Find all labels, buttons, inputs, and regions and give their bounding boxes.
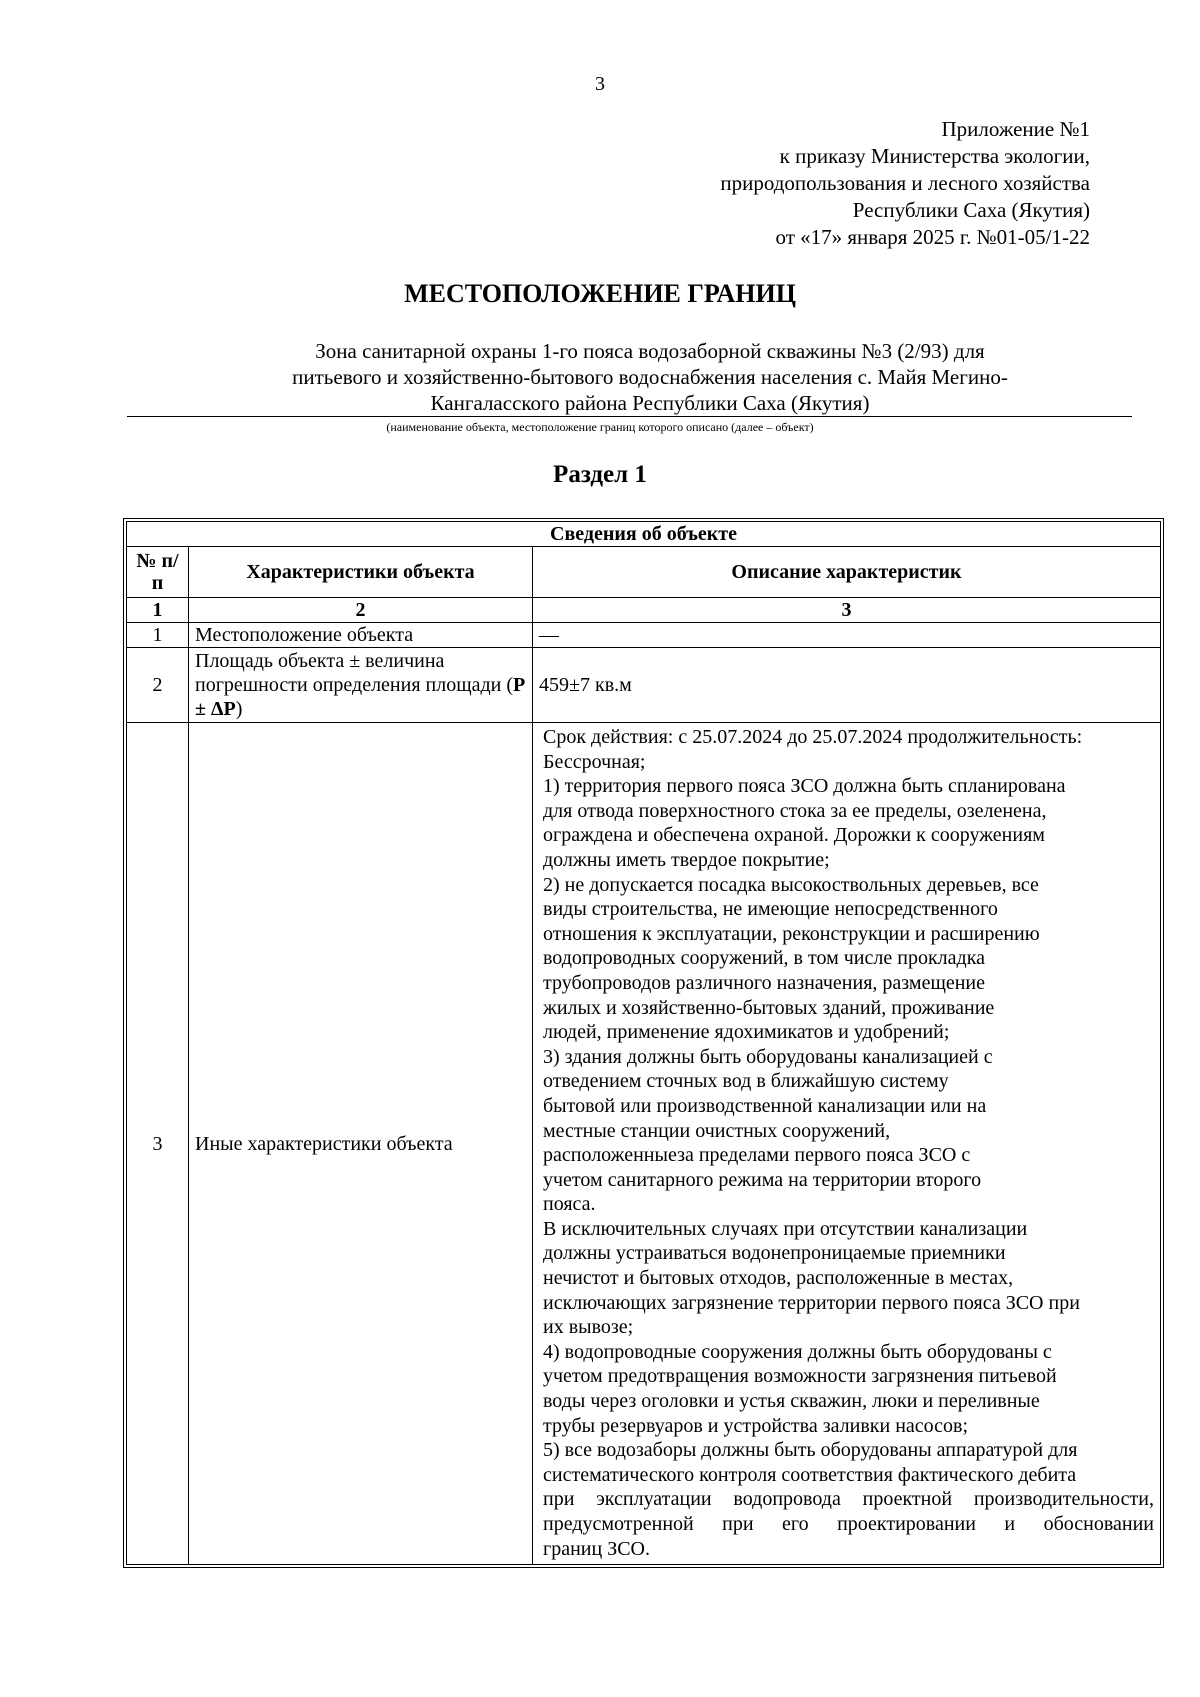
description-line: трубопроводов различного назначения, размещение xyxy=(543,971,986,994)
underline-divider xyxy=(127,416,1132,417)
object-name xyxy=(200,338,1100,416)
table-caption-row xyxy=(127,522,1161,547)
appendix-line: от «17» января 2025 г. №01-05/1-22 xyxy=(775,225,1090,249)
object-name-line: Кангаласского района Республики Саха (Якутия) xyxy=(430,391,870,415)
table-header-row xyxy=(127,547,1161,598)
description-line: 4) водопроводные сооружения должны быть оборудованы с xyxy=(543,1340,1052,1363)
description-line: должны устраиваться водонепроницаемые приемники xyxy=(543,1242,1006,1265)
description-line: 2) не допускается посадка высокоствольных деревьев, все xyxy=(543,873,1039,896)
description-line: нечистот и бытовых отходов, расположенные в местах, xyxy=(543,1267,1014,1290)
description-line: отведением сточных вод в ближайшую систему xyxy=(543,1070,949,1093)
object-name-line: питьевого и хозяйственно-бытового водоснабжения населения с. Майя Мегино- xyxy=(292,365,1008,389)
description-line: жилых и хозяйственно-бытовых зданий, проживание xyxy=(543,996,995,1019)
column-number: 2 xyxy=(189,598,533,623)
header-description: Описание характеристик xyxy=(533,547,1161,598)
description-line: учетом предотвращения возможности загрязнения питьевой xyxy=(543,1365,1057,1388)
appendix-line: Приложение №1 xyxy=(941,117,1090,141)
appendix-line: Республики Саха (Якутия) xyxy=(852,198,1090,222)
header-characteristic: Характеристики объекта xyxy=(189,547,533,598)
row-characteristic: Местоположение объекта xyxy=(189,623,533,648)
description-line: их вывозе; xyxy=(543,1316,634,1339)
description-line: водопроводных сооружений, в том числе прокладка xyxy=(543,947,985,970)
appendix-header xyxy=(720,116,1090,251)
object-caption: (наименование объекта, местоположение границ которого описано (далее – объект) xyxy=(386,420,814,434)
table-caption: Сведения об объекте xyxy=(127,522,1161,547)
column-number: 1 xyxy=(127,598,189,623)
description-line: трубы резервуаров и устройства заливки насосов; xyxy=(543,1414,969,1437)
table-row xyxy=(127,723,1161,1565)
object-info-table-frame xyxy=(123,518,1164,1568)
description-line: пояса. xyxy=(543,1193,596,1216)
header-number: № п/п xyxy=(127,547,189,598)
object-info-table xyxy=(126,521,1161,1565)
row-description xyxy=(533,723,1161,1565)
description-line: местные станции очистных сооружений, xyxy=(543,1119,891,1142)
area-formula: Р ± ΔР xyxy=(195,674,526,720)
description-line: Бессрочная; xyxy=(543,750,646,773)
document-title: МЕСТОПОЛОЖЕНИЕ ГРАНИЦ xyxy=(404,279,796,308)
characteristic-text: Площадь объекта ± величина погрешности определения площади ( xyxy=(195,650,514,696)
description-line: при эксплуатации водопровода проектной производительности, xyxy=(543,1488,1154,1511)
appendix-line: природопользования и лесного хозяйства xyxy=(720,171,1090,195)
description-line: воды через оголовки и устья скважин, люки и переливные xyxy=(543,1390,1040,1413)
row-characteristic: Иные характеристики объекта xyxy=(189,723,533,1565)
description-line: систематического контроля соответствия фактического дебита xyxy=(543,1463,1077,1486)
description-line: 3) здания должны быть оборудованы канализацией с xyxy=(543,1045,993,1068)
description-line: людей, применение ядохимикатов и удобрений; xyxy=(543,1021,950,1044)
table-numbering-row xyxy=(127,598,1161,623)
description-line: виды строительства, не имеющие непосредственного xyxy=(543,898,998,921)
section-title: Раздел 1 xyxy=(553,461,647,488)
row-characteristic xyxy=(189,648,533,723)
description-line: 5) все водозаборы должны быть оборудованы аппаратурой для xyxy=(543,1439,1078,1462)
table-row xyxy=(127,623,1161,648)
description-line: ограждена и обеспечена охраной. Дорожки к сооружениям xyxy=(543,824,1045,847)
object-name-line: Зона санитарной охраны 1-го пояса водозаборной скважины №3 (2/93) для xyxy=(315,339,985,363)
row-number: 2 xyxy=(127,648,189,723)
row-number: 1 xyxy=(127,623,189,648)
description-line: учетом санитарного режима на территории второго xyxy=(543,1168,982,1191)
row-number: 3 xyxy=(127,723,189,1565)
description-line: В исключительных случаях при отсутствии канализации xyxy=(543,1217,1028,1240)
description-line: для отвода поверхностного стока за ее пределы, озеленена, xyxy=(543,799,1047,822)
description-line: должны иметь твердое покрытие; xyxy=(543,848,830,871)
description-line: 1) территория первого пояса ЗСО должна быть спланирована xyxy=(543,775,1066,798)
table-row xyxy=(127,648,1161,723)
description-line: бытовой или производственной канализации или на xyxy=(543,1094,987,1117)
row-description: 459±7 кв.м xyxy=(533,648,1161,723)
row-description: — xyxy=(533,623,1161,648)
characteristic-text-end: ) xyxy=(235,698,243,720)
page-number: 3 xyxy=(595,73,605,95)
description-line: Срок действия: с 25.07.2024 до 25.07.2024 продолжительность: xyxy=(543,726,1083,748)
description-line: расположенныеза пределами первого пояса ЗСО с xyxy=(543,1144,971,1167)
description-line: предусмотренной при его проектировании и обосновании xyxy=(543,1513,1154,1535)
description-line: границ ЗСО. xyxy=(543,1537,650,1560)
description-line: отношения к эксплуатации, реконструкции и расширению xyxy=(543,922,1040,945)
description-line: исключающих загрязнение территории первого пояса ЗСО при xyxy=(543,1291,1080,1314)
appendix-line: к приказу Министерства экологии, xyxy=(779,144,1090,168)
column-number: 3 xyxy=(533,598,1161,623)
